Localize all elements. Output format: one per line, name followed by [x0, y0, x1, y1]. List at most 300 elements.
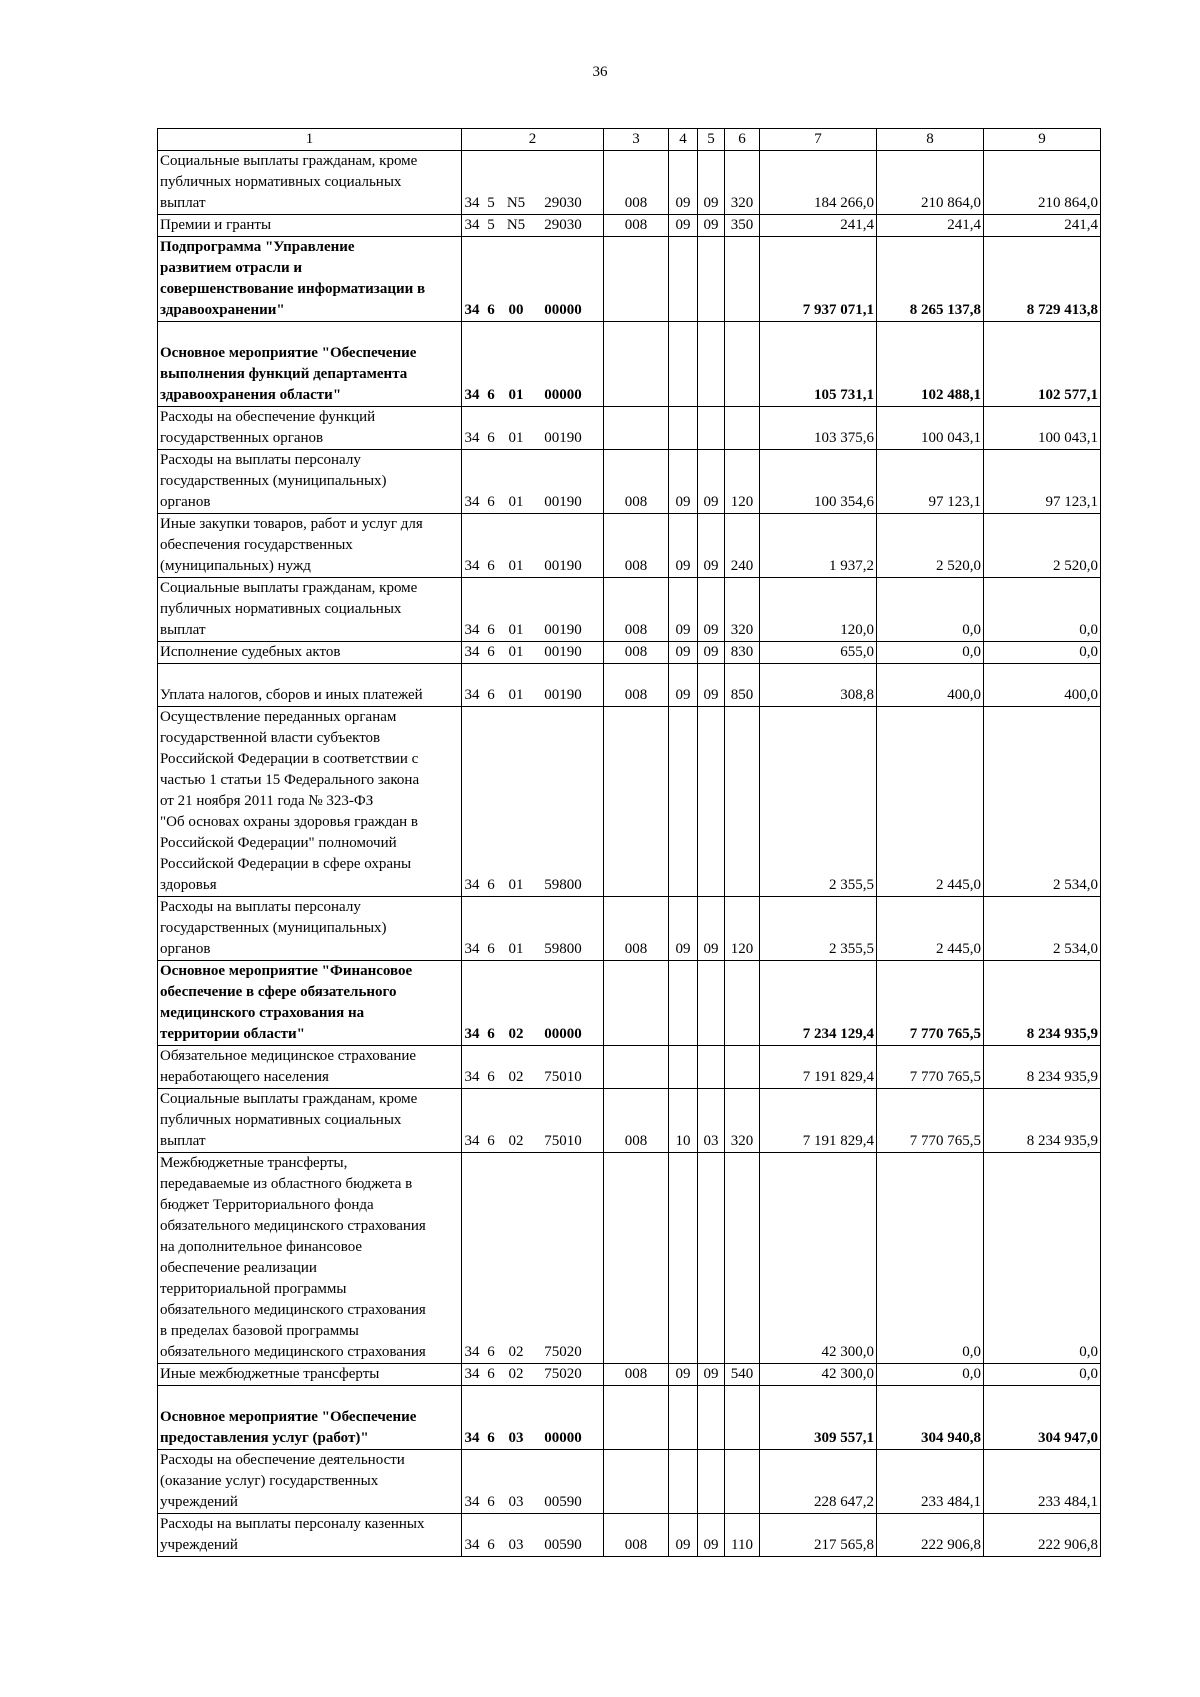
section-code: 09 [669, 450, 698, 514]
code-parts [462, 620, 603, 641]
section-code [669, 707, 698, 897]
ministry-code [604, 407, 669, 450]
code-part-p2: 6 [487, 302, 495, 318]
code-part-p4: 00000 [544, 302, 582, 318]
amount-col-7: 42 300,0 [760, 1153, 877, 1364]
header-cell: 8 [877, 129, 984, 151]
code-part-p1: 34 [464, 1537, 480, 1553]
section-code: 09 [669, 578, 698, 642]
code-parts [462, 300, 603, 321]
amount-col-9: 97 123,1 [984, 450, 1101, 514]
expense-type-code: 540 [725, 1364, 760, 1386]
amount-col-7: 655,0 [760, 642, 877, 664]
amount-col-7: 184 266,0 [760, 151, 877, 215]
amount-col-9: 210 864,0 [984, 151, 1101, 215]
code-part-p3: 01 [508, 558, 524, 574]
row-code [462, 1450, 604, 1514]
code-parts [462, 215, 603, 236]
code-part-p2: 6 [487, 1344, 495, 1360]
subsection-code [698, 707, 725, 897]
code-part-p3: 01 [508, 877, 524, 893]
code-part-p1: 34 [464, 1026, 480, 1042]
row-code [462, 1089, 604, 1153]
expense-type-code [725, 707, 760, 897]
ministry-code: 008 [604, 1364, 669, 1386]
code-part-p2: 6 [487, 1069, 495, 1085]
table-row [158, 322, 1101, 407]
code-part-p1: 34 [464, 687, 480, 703]
expense-type-code: 320 [725, 578, 760, 642]
code-part-p4: 75020 [544, 1366, 582, 1382]
row-code [462, 514, 604, 578]
subsection-code: 09 [698, 514, 725, 578]
row-code [462, 961, 604, 1046]
code-part-p2: 5 [487, 195, 495, 211]
header-cell: 6 [725, 129, 760, 151]
code-part-p1: 34 [464, 217, 480, 233]
code-part-p3: 03 [508, 1430, 524, 1446]
expense-type-code: 320 [725, 151, 760, 215]
code-part-p4: 59800 [544, 941, 582, 957]
code-part-p3: 01 [508, 387, 524, 403]
amount-col-9: 304 947,0 [984, 1386, 1101, 1450]
section-code: 09 [669, 1514, 698, 1557]
code-part-p3: 01 [508, 941, 524, 957]
amount-col-9: 2 534,0 [984, 707, 1101, 897]
table-row [158, 215, 1101, 237]
section-code: 09 [669, 215, 698, 237]
amount-col-8: 0,0 [877, 1364, 984, 1386]
section-code [669, 237, 698, 322]
code-part-p1: 34 [464, 622, 480, 638]
table-row [158, 642, 1101, 664]
ministry-code: 008 [604, 897, 669, 961]
ministry-code: 008 [604, 1514, 669, 1557]
amount-col-7: 1 937,2 [760, 514, 877, 578]
expense-type-code: 830 [725, 642, 760, 664]
code-part-p3: 01 [508, 687, 524, 703]
subsection-code: 09 [698, 642, 725, 664]
table-row [158, 407, 1101, 450]
code-part-p1: 34 [464, 430, 480, 446]
amount-col-7: 309 557,1 [760, 1386, 877, 1450]
code-part-p2: 6 [487, 622, 495, 638]
code-part-p1: 34 [464, 1069, 480, 1085]
section-code [669, 961, 698, 1046]
code-part-p2: 5 [487, 217, 495, 233]
row-name: Иные межбюджетные трансферты [158, 1364, 462, 1386]
amount-col-7: 105 731,1 [760, 322, 877, 407]
amount-col-8: 97 123,1 [877, 450, 984, 514]
table-row [158, 151, 1101, 215]
section-code [669, 407, 698, 450]
code-part-p4: 00590 [544, 1537, 582, 1553]
expense-type-code [725, 1153, 760, 1364]
row-name: Социальные выплаты гражданам, кроме публичных нормативных социальных выплат [158, 1089, 462, 1153]
row-code [462, 322, 604, 407]
row-name: Исполнение судебных актов [158, 642, 462, 664]
table-row [158, 578, 1101, 642]
expense-type-code [725, 1386, 760, 1450]
row-name: Расходы на обеспечение функций государственных органов [158, 407, 462, 450]
code-part-p4: 75010 [544, 1133, 582, 1149]
amount-col-7: 308,8 [760, 664, 877, 707]
ministry-code [604, 237, 669, 322]
row-name: Основное мероприятие "Финансовое обеспечение в сфере обязательного медицинского страхования на территории области" [158, 961, 462, 1046]
table-row [158, 897, 1101, 961]
section-code: 09 [669, 664, 698, 707]
row-code [462, 578, 604, 642]
code-part-p2: 6 [487, 387, 495, 403]
amount-col-8: 241,4 [877, 215, 984, 237]
code-part-p3: N5 [506, 195, 526, 211]
code-part-p3: 01 [508, 622, 524, 638]
header-row [158, 129, 1101, 151]
subsection-code: 09 [698, 1514, 725, 1557]
subsection-code [698, 1153, 725, 1364]
amount-col-9: 0,0 [984, 1153, 1101, 1364]
code-part-p4: 00190 [544, 558, 582, 574]
table-body [158, 129, 1101, 1557]
code-part-p3: 02 [508, 1026, 524, 1042]
code-part-p4: 00190 [544, 644, 582, 660]
code-parts [462, 428, 603, 449]
amount-col-9: 0,0 [984, 1364, 1101, 1386]
table-row [158, 1450, 1101, 1514]
row-name: Расходы на выплаты персоналу государственных (муниципальных) органов [158, 450, 462, 514]
row-code [462, 215, 604, 237]
code-parts [462, 193, 603, 214]
ministry-code: 008 [604, 151, 669, 215]
subsection-code [698, 961, 725, 1046]
amount-col-8: 233 484,1 [877, 1450, 984, 1514]
amount-col-9: 233 484,1 [984, 1450, 1101, 1514]
amount-col-9: 8 234 935,9 [984, 961, 1101, 1046]
amount-col-7: 2 355,5 [760, 707, 877, 897]
expense-type-code [725, 407, 760, 450]
section-code [669, 1450, 698, 1514]
ministry-code: 008 [604, 642, 669, 664]
amount-col-8: 0,0 [877, 1153, 984, 1364]
row-code [462, 897, 604, 961]
amount-col-8: 100 043,1 [877, 407, 984, 450]
amount-col-9: 8 234 935,9 [984, 1046, 1101, 1089]
budget-table [157, 128, 1101, 1557]
table-row [158, 707, 1101, 897]
table-row [158, 1089, 1101, 1153]
amount-col-7: 241,4 [760, 215, 877, 237]
code-part-p3: N5 [506, 217, 526, 233]
row-code [462, 707, 604, 897]
table-row [158, 1514, 1101, 1557]
amount-col-9: 400,0 [984, 664, 1101, 707]
code-part-p4: 00190 [544, 622, 582, 638]
code-part-p3: 01 [508, 430, 524, 446]
code-part-p2: 6 [487, 1494, 495, 1510]
row-name: Уплата налогов, сборов и иных платежей [158, 664, 462, 707]
amount-col-8: 8 265 137,8 [877, 237, 984, 322]
header-cell: 7 [760, 129, 877, 151]
code-part-p1: 34 [464, 1366, 480, 1382]
code-parts [462, 685, 603, 706]
subsection-code: 09 [698, 1364, 725, 1386]
row-code [462, 1153, 604, 1364]
code-part-p1: 34 [464, 877, 480, 893]
code-part-p3: 02 [508, 1366, 524, 1382]
expense-type-code: 110 [725, 1514, 760, 1557]
subsection-code: 09 [698, 897, 725, 961]
code-part-p2: 6 [487, 877, 495, 893]
header-cell: 3 [604, 129, 669, 151]
row-code [462, 1514, 604, 1557]
page-number: 36 [592, 64, 608, 80]
code-part-p2: 6 [487, 494, 495, 510]
row-name: Расходы на выплаты персоналу казенных учреждений [158, 1514, 462, 1557]
code-part-p2: 6 [487, 1430, 495, 1446]
row-code [462, 407, 604, 450]
code-part-p1: 34 [464, 1494, 480, 1510]
expense-type-code [725, 1450, 760, 1514]
code-parts [462, 1535, 603, 1556]
section-code: 09 [669, 514, 698, 578]
subsection-code [698, 322, 725, 407]
row-code [462, 1046, 604, 1089]
ministry-code: 008 [604, 664, 669, 707]
expense-type-code: 320 [725, 1089, 760, 1153]
header-cell: 9 [984, 129, 1101, 151]
code-part-p2: 6 [487, 1026, 495, 1042]
amount-col-7: 42 300,0 [760, 1364, 877, 1386]
expense-type-code: 350 [725, 215, 760, 237]
code-part-p2: 6 [487, 430, 495, 446]
table-row [158, 1386, 1101, 1450]
code-part-p4: 00590 [544, 1494, 582, 1510]
table-row [158, 961, 1101, 1046]
amount-col-8: 304 940,8 [877, 1386, 984, 1450]
amount-col-8: 102 488,1 [877, 322, 984, 407]
table-row [158, 514, 1101, 578]
amount-col-9: 241,4 [984, 215, 1101, 237]
row-name: Премии и гранты [158, 215, 462, 237]
row-name: Расходы на обеспечение деятельности (оказание услуг) государственных учреждений [158, 1450, 462, 1514]
amount-col-8: 400,0 [877, 664, 984, 707]
subsection-code [698, 1386, 725, 1450]
amount-col-9: 102 577,1 [984, 322, 1101, 407]
code-part-p1: 34 [464, 941, 480, 957]
expense-type-code [725, 1046, 760, 1089]
amount-col-7: 7 191 829,4 [760, 1089, 877, 1153]
code-part-p4: 00000 [544, 387, 582, 403]
row-name: Межбюджетные трансферты, передаваемые из областного бюджета в бюджет Территориального фонда обязательного медицинского страхования на дополнительное финансовое обеспечение реализации территориальной программы обязательного медицинского страхования в пределах базовой программы обязательного медицинского страхования [158, 1153, 462, 1364]
table-row [158, 1364, 1101, 1386]
row-name: Расходы на выплаты персоналу государственных (муниципальных) органов [158, 897, 462, 961]
code-part-p1: 34 [464, 302, 480, 318]
header-cell: 5 [698, 129, 725, 151]
header-cell: 4 [669, 129, 698, 151]
amount-col-9: 0,0 [984, 642, 1101, 664]
amount-col-7: 7 234 129,4 [760, 961, 877, 1046]
code-parts [462, 1067, 603, 1088]
ministry-code: 008 [604, 578, 669, 642]
row-code [462, 642, 604, 664]
amount-col-9: 2 520,0 [984, 514, 1101, 578]
section-code: 09 [669, 897, 698, 961]
row-name: Социальные выплаты гражданам, кроме публичных нормативных социальных выплат [158, 578, 462, 642]
ministry-code [604, 707, 669, 897]
amount-col-7: 7 937 071,1 [760, 237, 877, 322]
code-part-p4: 75010 [544, 1069, 582, 1085]
code-parts [462, 1492, 603, 1513]
amount-col-8: 0,0 [877, 578, 984, 642]
ministry-code: 008 [604, 1089, 669, 1153]
amount-col-9: 2 534,0 [984, 897, 1101, 961]
subsection-code: 09 [698, 578, 725, 642]
amount-col-7: 217 565,8 [760, 1514, 877, 1557]
ministry-code [604, 961, 669, 1046]
row-code [462, 237, 604, 322]
amount-col-7: 228 647,2 [760, 1450, 877, 1514]
amount-col-7: 103 375,6 [760, 407, 877, 450]
code-parts [462, 1342, 603, 1363]
code-part-p1: 34 [464, 644, 480, 660]
code-part-p4: 29030 [544, 195, 582, 211]
amount-col-7: 120,0 [760, 578, 877, 642]
ministry-code [604, 1153, 669, 1364]
table-row [158, 664, 1101, 707]
subsection-code [698, 1046, 725, 1089]
row-code [462, 664, 604, 707]
amount-col-8: 222 906,8 [877, 1514, 984, 1557]
amount-col-9: 100 043,1 [984, 407, 1101, 450]
expense-type-code: 850 [725, 664, 760, 707]
code-parts [462, 1428, 603, 1449]
amount-col-8: 2 520,0 [877, 514, 984, 578]
code-part-p2: 6 [487, 1133, 495, 1149]
section-code [669, 1046, 698, 1089]
code-parts [462, 1131, 603, 1152]
code-parts [462, 385, 603, 406]
row-name: Обязательное медицинское страхование неработающего населения [158, 1046, 462, 1089]
table-row [158, 1153, 1101, 1364]
code-parts [462, 556, 603, 577]
amount-col-8: 7 770 765,5 [877, 1089, 984, 1153]
subsection-code: 09 [698, 215, 725, 237]
header-cell: 1 [158, 129, 462, 151]
ministry-code: 008 [604, 514, 669, 578]
code-part-p4: 29030 [544, 217, 582, 233]
code-part-p4: 00000 [544, 1430, 582, 1446]
code-part-p3: 03 [508, 1537, 524, 1553]
section-code: 09 [669, 642, 698, 664]
row-code [462, 1364, 604, 1386]
section-code: 09 [669, 1364, 698, 1386]
row-name: Социальные выплаты гражданам, кроме публичных нормативных социальных выплат [158, 151, 462, 215]
code-part-p2: 6 [487, 941, 495, 957]
table-row [158, 450, 1101, 514]
subsection-code: 03 [698, 1089, 725, 1153]
header-cell: 2 [462, 129, 604, 151]
row-name: Подпрограмма "Управление развитием отрасли и совершенствование информатизации в здравоохранении" [158, 237, 462, 322]
ministry-code [604, 1450, 669, 1514]
expense-type-code [725, 237, 760, 322]
amount-col-8: 7 770 765,5 [877, 961, 984, 1046]
amount-col-9: 8 234 935,9 [984, 1089, 1101, 1153]
ministry-code [604, 1386, 669, 1450]
section-code [669, 322, 698, 407]
code-part-p4: 59800 [544, 877, 582, 893]
amount-col-7: 2 355,5 [760, 897, 877, 961]
row-code [462, 450, 604, 514]
amount-col-8: 2 445,0 [877, 897, 984, 961]
section-code [669, 1386, 698, 1450]
code-part-p4: 00000 [544, 1026, 582, 1042]
code-part-p4: 00190 [544, 494, 582, 510]
expense-type-code [725, 322, 760, 407]
code-part-p4: 00190 [544, 430, 582, 446]
expense-type-code: 240 [725, 514, 760, 578]
code-parts [462, 492, 603, 513]
section-code: 09 [669, 151, 698, 215]
code-part-p1: 34 [464, 558, 480, 574]
code-parts [462, 642, 603, 663]
expense-type-code: 120 [725, 897, 760, 961]
code-part-p1: 34 [464, 387, 480, 403]
subsection-code [698, 237, 725, 322]
code-part-p3: 02 [508, 1069, 524, 1085]
code-parts [462, 939, 603, 960]
subsection-code [698, 1450, 725, 1514]
amount-col-8: 210 864,0 [877, 151, 984, 215]
code-part-p2: 6 [487, 1537, 495, 1553]
row-name: Основное мероприятие "Обеспечение предоставления услуг (работ)" [158, 1386, 462, 1450]
code-part-p1: 34 [464, 1133, 480, 1149]
section-code [669, 1153, 698, 1364]
code-part-p3: 03 [508, 1494, 524, 1510]
code-part-p1: 34 [464, 494, 480, 510]
code-part-p2: 6 [487, 1366, 495, 1382]
code-part-p3: 01 [508, 644, 524, 660]
code-parts [462, 1364, 603, 1385]
code-part-p4: 00190 [544, 687, 582, 703]
amount-col-8: 7 770 765,5 [877, 1046, 984, 1089]
amount-col-7: 7 191 829,4 [760, 1046, 877, 1089]
ministry-code [604, 1046, 669, 1089]
code-part-p3: 02 [508, 1344, 524, 1360]
code-part-p2: 6 [487, 687, 495, 703]
code-part-p4: 75020 [544, 1344, 582, 1360]
subsection-code: 09 [698, 664, 725, 707]
ministry-code: 008 [604, 215, 669, 237]
expense-type-code [725, 961, 760, 1046]
code-parts [462, 1024, 603, 1045]
row-name: Осуществление переданных органам государственной власти субъектов Российской Федерации в соответствии с частью 1 статьи 15 Федерального закона от 21 ноября 2011 года № 323-ФЗ "Об основах охраны здоровья граждан в Российской Федерации" полномочий Российской Федерации в сфере охраны здоровья [158, 707, 462, 897]
subsection-code [698, 407, 725, 450]
code-part-p3: 01 [508, 494, 524, 510]
row-name: Иные закупки товаров, работ и услуг для обеспечения государственных (муниципальных) нужд [158, 514, 462, 578]
amount-col-9: 0,0 [984, 578, 1101, 642]
table-row [158, 237, 1101, 322]
amount-col-7: 100 354,6 [760, 450, 877, 514]
row-name: Основное мероприятие "Обеспечение выполнения функций департамента здравоохранения области" [158, 322, 462, 407]
section-code: 10 [669, 1089, 698, 1153]
code-part-p3: 02 [508, 1133, 524, 1149]
subsection-code: 09 [698, 151, 725, 215]
row-code [462, 1386, 604, 1450]
row-code [462, 151, 604, 215]
expense-type-code: 120 [725, 450, 760, 514]
code-parts [462, 875, 603, 896]
amount-col-8: 2 445,0 [877, 707, 984, 897]
